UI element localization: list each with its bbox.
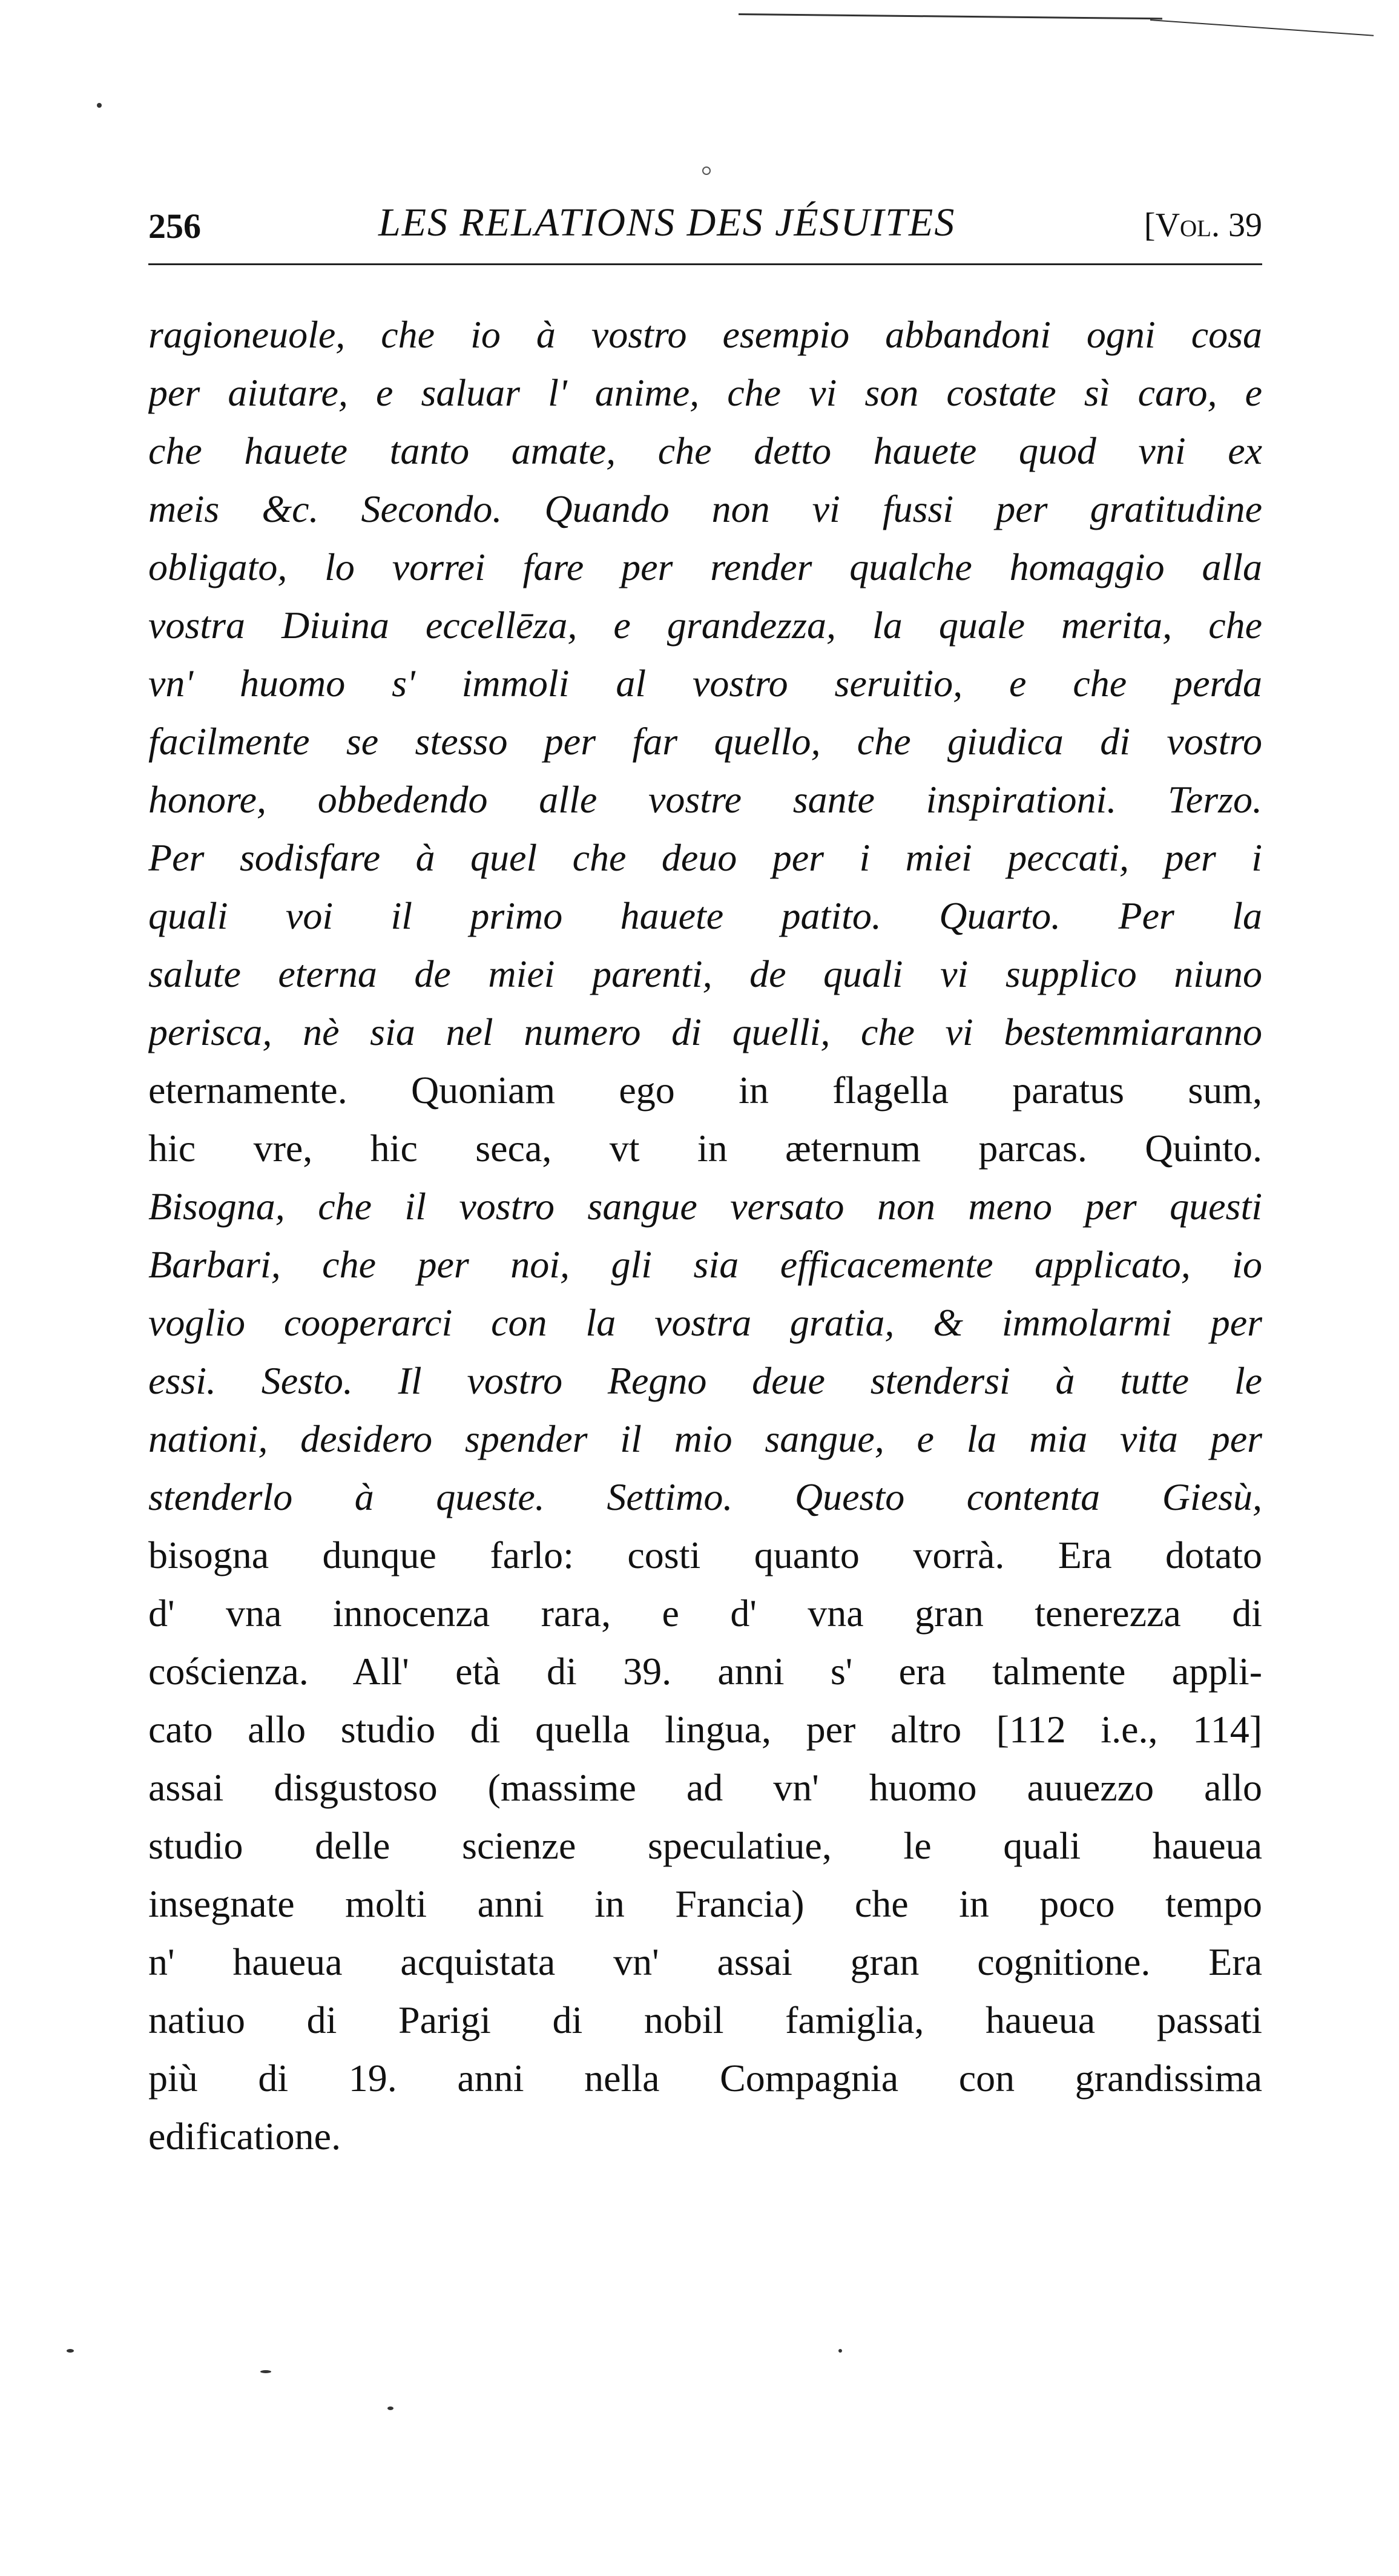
header-rule (148, 263, 1262, 265)
volume-label: [Vol. 39 (1144, 206, 1262, 244)
text-line: Per sodisfare à quel che deuo per i miei peccati, per i (148, 836, 1262, 879)
text-line: obligato, lo vorrei fare per render qualche homaggio alla (148, 545, 1262, 588)
text-line: n' haueua acquistata vn' assai gran cognitione. Era (148, 1940, 1262, 1983)
page-number: 256 (148, 206, 201, 246)
text-line: assai disgustoso (massime ad vn' huomo auuezzo allo (148, 1766, 1262, 1809)
text-line: d' vna innocenza rara, e d' vna gran tenerezza di (148, 1592, 1262, 1635)
scan-speck (838, 2349, 842, 2353)
scan-rule-top (739, 13, 1162, 19)
text-line: nationi, desidero spender il mio sangue, e la mia vita per (148, 1417, 1262, 1460)
text-line: quali voi il primo hauete patito. Quarto. Per la (148, 894, 1262, 937)
running-head-title: LES RELATIONS DES JÉSUITES (378, 200, 956, 245)
scan-speck (260, 2370, 271, 2373)
text-line: ragioneuole, che io à vostro esempio abbandoni ogni cosa (148, 313, 1262, 356)
text-line: insegnate molti anni in Francia) che in poco tempo (148, 1882, 1262, 1925)
text-line: natiuo di Parigi di nobil famiglia, haueua passati (148, 1998, 1262, 2041)
text-line: vostra Diuina eccellēza, e grandezza, la quale merita, che (148, 604, 1262, 647)
text-line: Barbari, che per noi, gli sia efficacemente applicato, io (148, 1243, 1262, 1286)
scan-speck (97, 103, 102, 108)
text-line: meis &c. Secondo. Quando non vi fussi per gratitudine (148, 487, 1262, 530)
text-line: eternamente. Quoniam ego in flagella paratus sum, (148, 1069, 1262, 1112)
text-line: edificatione. (148, 2115, 341, 2158)
text-line: essi. Sesto. Il vostro Regno deue stendersi à tutte le (148, 1359, 1262, 1402)
text-line: studio delle scienze speculatiue, le quali haueua (148, 1824, 1262, 1867)
text-line: cato allo studio di quella lingua, per altro [112 i.e., 114] (148, 1708, 1262, 1751)
text-line: hic vre, hic seca, vt in æternum parcas. Quinto. (148, 1127, 1262, 1170)
text-line: che hauete tanto amate, che detto hauete quod vni ex (148, 429, 1262, 472)
scan-speck (702, 166, 711, 175)
text-line: cościenza. All' età di 39. anni s' era talmente appli- (148, 1650, 1262, 1693)
text-line: più di 19. anni nella Compagnia con grandissima (148, 2057, 1262, 2100)
text-line: Bisogna, che il vostro sangue versato non meno per questi (148, 1185, 1262, 1228)
scan-rule-top-right (1150, 19, 1374, 36)
text-line: per aiutare, e saluar l' anime, che vi son costate sì caro, e (148, 371, 1262, 414)
scan-speck (387, 2406, 393, 2410)
text-line: honore, obbedendo alle vostre sante inspirationi. Terzo. (148, 778, 1262, 821)
body-text (148, 306, 1262, 2166)
running-head (148, 200, 1262, 254)
text-line: salute eterna de miei parenti, de quali vi supplico niuno (148, 952, 1262, 995)
text-line: voglio cooperarci con la vostra gratia, & immolarmi per (148, 1301, 1262, 1344)
text-line: facilmente se stesso per far quello, che giudica di vostro (148, 720, 1262, 763)
text-line: vn' huomo s' immoli al vostro seruitio, e che perda (148, 662, 1262, 705)
scan-speck (67, 2349, 74, 2353)
text-line: perisca, nè sia nel numero di quelli, che vi bestemmiaranno (148, 1010, 1262, 1053)
text-line: stenderlo à queste. Settimo. Questo contenta Giesù, (148, 1475, 1262, 1518)
text-line: bisogna dunque farlo: costi quanto vorrà. Era dotato (148, 1533, 1262, 1576)
